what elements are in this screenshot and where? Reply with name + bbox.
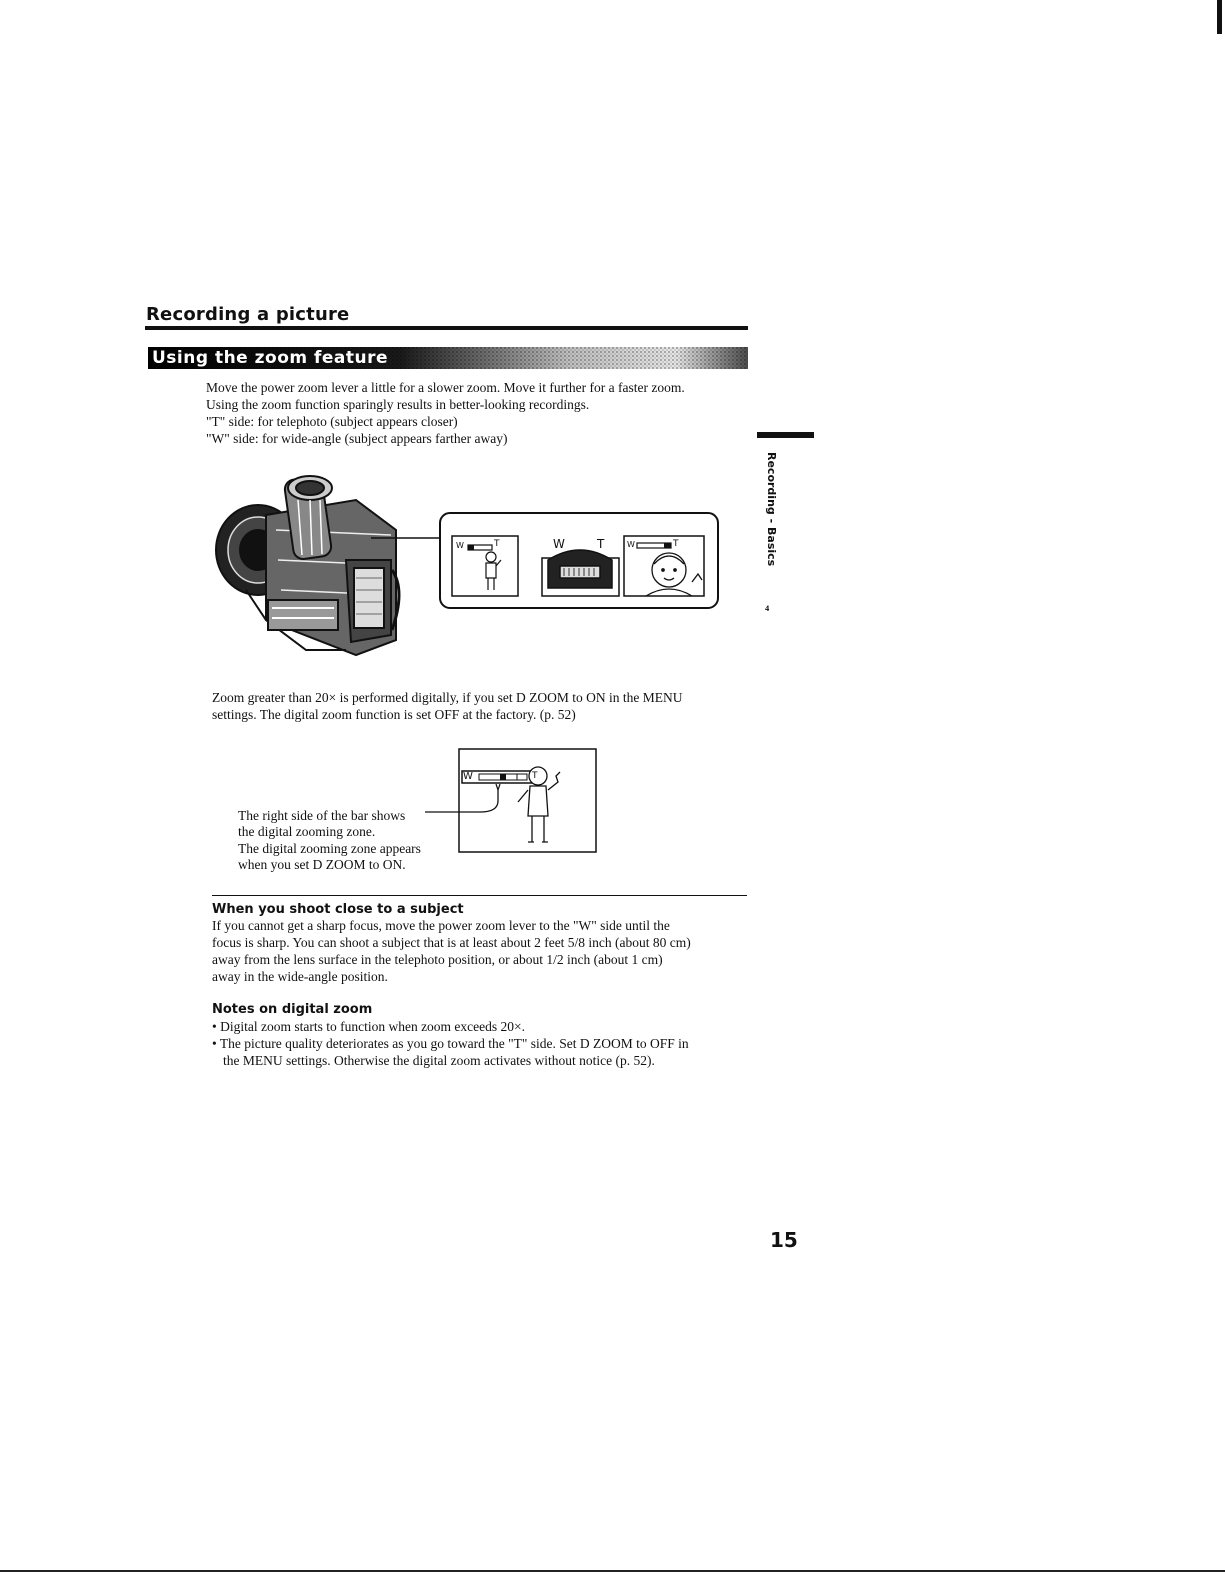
banner-title: Using the zoom feature xyxy=(152,348,389,368)
section-rule xyxy=(145,326,748,330)
digital-line-1: Zoom greater than 20× is performed digitally, if you set D ZOOM to ON in the MENU xyxy=(212,690,683,705)
left-bar-t-label: T xyxy=(494,539,500,549)
side-tab-marker xyxy=(757,432,814,438)
figure2-caption-4: when you set D ZOOM to ON. xyxy=(238,857,406,872)
side-tab xyxy=(740,452,800,567)
figure2-caption-2: the digital zooming zone. xyxy=(238,824,376,839)
camcorder-zoom-illustration xyxy=(206,470,736,685)
digital-bar-t-label: T xyxy=(532,771,538,781)
side-tab-label: Recording - Basics xyxy=(765,452,778,567)
intro-line-2: Using the zoom function sparingly results in better-looking recordings. xyxy=(206,397,590,412)
notes-bullet-2-line-2: the MENU settings. Otherwise the digital zoom activates without notice (p. 52). xyxy=(223,1053,655,1068)
page-bottom-line xyxy=(0,1570,1225,1572)
left-bar-w-label: W xyxy=(456,541,464,550)
lever-w-label: W xyxy=(553,537,565,551)
intro-line-1: Move the power zoom lever a little for a slower zoom. Move it further for a faster zoom. xyxy=(206,380,685,395)
digital-zoom-illustration xyxy=(420,746,600,856)
close-subject-line-4: away in the wide-angle position. xyxy=(212,969,388,984)
right-bar-w-label: W xyxy=(627,540,635,549)
digital-line-2: settings. The digital zoom function is set OFF at the factory. (p. 52) xyxy=(212,707,576,722)
digital-bar-w-label: W xyxy=(463,771,473,782)
side-mark: ⁴ xyxy=(765,604,770,619)
close-subject-heading: When you shoot close to a subject xyxy=(212,902,464,917)
page-number: 15 xyxy=(770,1228,798,1252)
notes-heading: Notes on digital zoom xyxy=(212,1002,373,1017)
notes-bullet-1: • Digital zoom starts to function when zoom exceeds 20×. xyxy=(212,1019,526,1034)
right-bar-t-label: T xyxy=(673,539,679,549)
zoom-lever-icon xyxy=(542,550,619,596)
close-subject-line-3: away from the lens surface in the telephoto position, or about 1/2 inch (about 1 cm) xyxy=(212,952,663,967)
camcorder-icon xyxy=(216,476,399,655)
close-subject-line-2: focus is sharp. You can shoot a subject that is at least about 2 feet 5/8 inch (about 80 cm) xyxy=(212,935,691,950)
lever-t-label: T xyxy=(597,537,605,551)
notes-bullet-2-line-1: • The picture quality deteriorates as you go toward the "T" side. Set D ZOOM to OFF in xyxy=(212,1036,689,1051)
section-title: Recording a picture xyxy=(146,304,350,325)
page-edge-mark xyxy=(1217,0,1222,34)
intro-line-3: "T" side: for telephoto (subject appears closer) xyxy=(206,414,458,429)
figure2-caption-1: The right side of the bar shows xyxy=(238,808,406,823)
figure2-caption-3: The digital zooming zone appears xyxy=(238,841,421,856)
intro-line-4: "W" side: for wide-angle (subject appears farther away) xyxy=(206,431,508,446)
digital-view-screen xyxy=(459,749,596,852)
close-subject-line-1: If you cannot get a sharp focus, move the power zoom lever to the "W" side until the xyxy=(212,918,670,933)
section-divider xyxy=(212,895,747,896)
